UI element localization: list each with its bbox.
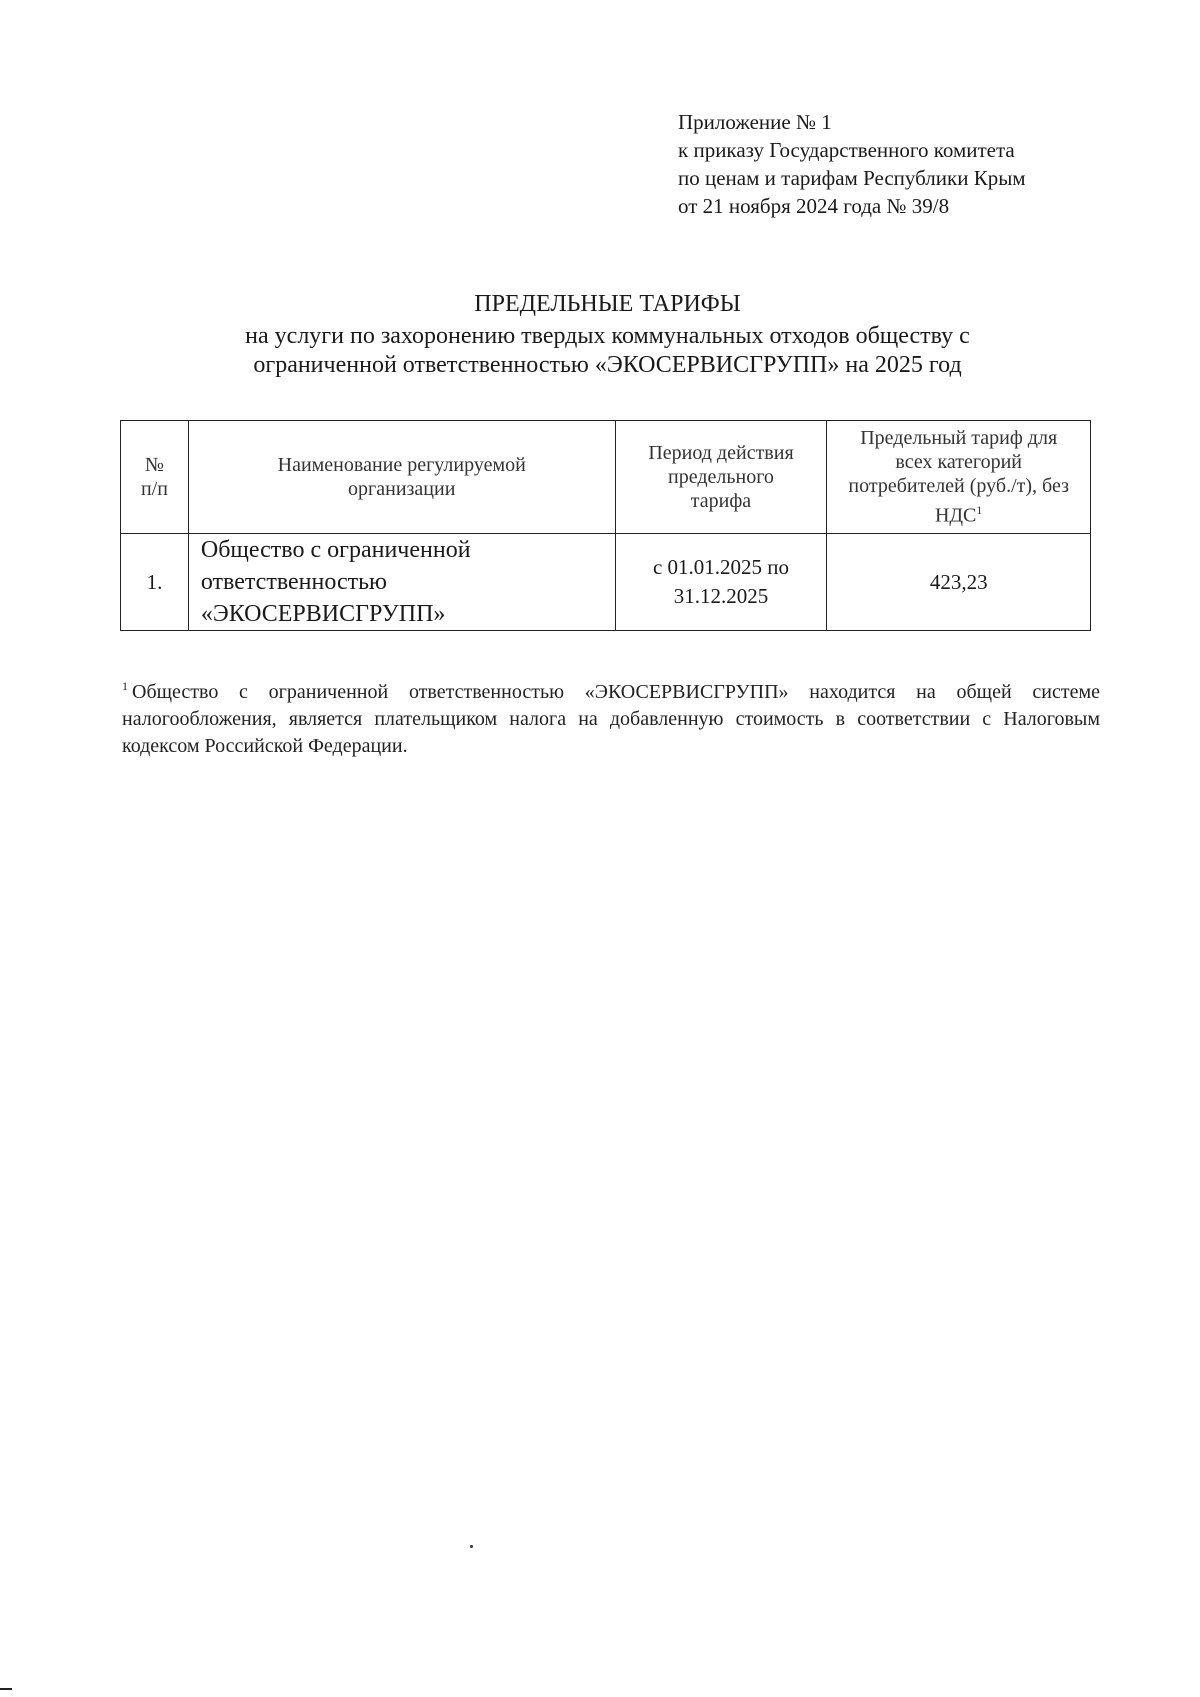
footnote bbox=[122, 673, 1100, 760]
header-number-line-2: п/п bbox=[140, 478, 168, 500]
appendix-line-1: Приложение № 1 bbox=[678, 110, 832, 134]
appendix-line-3: по ценам и тарифам Республики Крым bbox=[678, 166, 1026, 190]
title-main: ПРЕДЕЛЬНЫЕ ТАРИФЫ bbox=[474, 291, 741, 317]
document-title bbox=[120, 290, 1095, 380]
title-subtitle-line-2: ограниченной ответственностью «ЭКОСЕРВИСГРУПП» на 2025 год bbox=[253, 352, 962, 378]
cell-tariff: 423,23 bbox=[827, 534, 1091, 631]
scan-edge-mark bbox=[0, 1688, 12, 1690]
header-period: Период действия предельного тарифа bbox=[615, 421, 827, 534]
appendix-header bbox=[678, 108, 1026, 220]
header-organization: Наименование регулируемой организации bbox=[188, 421, 615, 534]
appendix-line-4: от 21 ноября 2024 года № 39/8 bbox=[678, 194, 950, 218]
table-row bbox=[121, 534, 1091, 631]
footnote-mark: 1 bbox=[122, 679, 128, 693]
header-tariff-footnote-mark: 1 bbox=[976, 503, 983, 518]
title-subtitle-line-1: на услуги по захоронению твердых коммунальных отходов обществу с bbox=[245, 323, 970, 349]
footnote-text: Общество с ограниченной ответственностью «ЭКОСЕРВИСГРУПП» находится на общей системе налогообложения, является плательщиком налога на добавленную стоимость в соответствии с Налоговым кодексом Российской Федерации. bbox=[122, 681, 1100, 757]
header-number bbox=[121, 421, 189, 534]
cell-period: с 01.01.2025 по 31.12.2025 bbox=[615, 534, 827, 631]
header-tariff bbox=[827, 421, 1091, 534]
table-header-row bbox=[121, 421, 1091, 534]
scan-speck bbox=[470, 1545, 473, 1548]
header-number-line-1: № bbox=[144, 454, 164, 476]
header-tariff-text: Предельный тариф для всех категорий потребителей (руб./т), без НДС bbox=[848, 427, 1069, 527]
cell-organization: Общество с ограниченной ответственностью «ЭКОСЕРВИСГРУПП» bbox=[188, 534, 615, 631]
cell-number: 1. bbox=[121, 534, 189, 631]
tariffs-table bbox=[120, 420, 1091, 631]
appendix-line-2: к приказу Государственного комитета bbox=[678, 138, 1015, 162]
